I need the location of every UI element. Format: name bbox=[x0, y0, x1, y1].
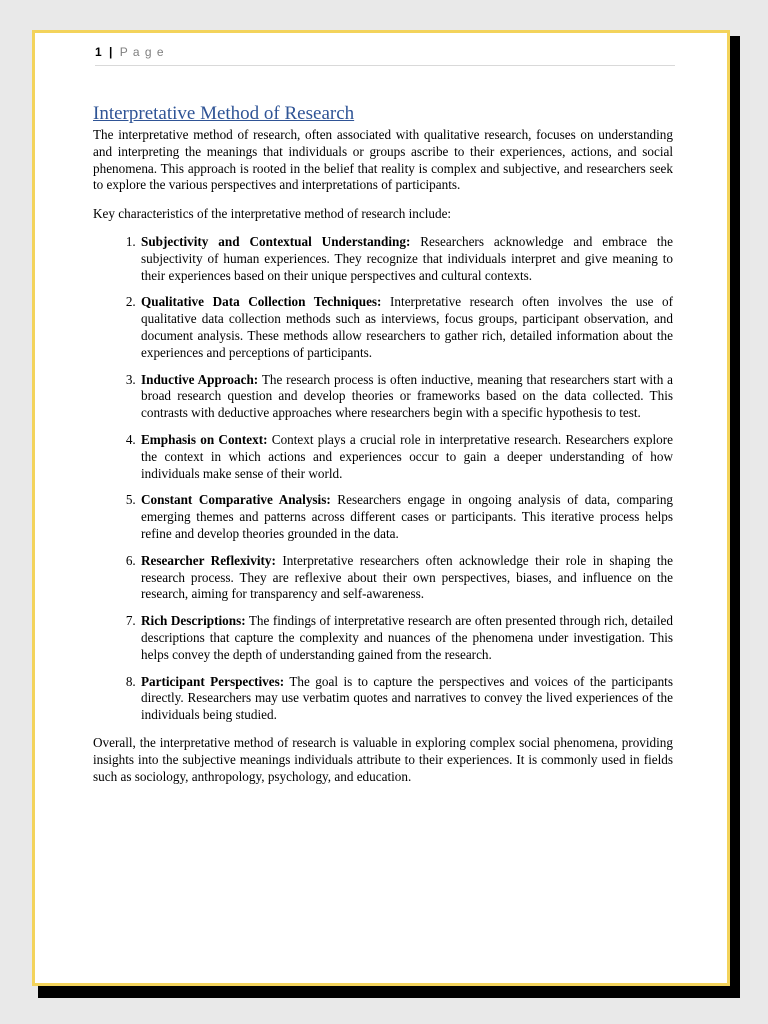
list-item bbox=[139, 432, 673, 482]
list-item-text: Researchers acknowledge and embrace the subjectivity of human experiences. They recognize that individuals interpret and give meaning to their experiences based on their unique perspectives and cultural contexts. bbox=[141, 233, 673, 283]
list-intro: Key characteristics of the interpretative method of research include: bbox=[93, 206, 452, 222]
list-item-term: Rich Descriptions: bbox=[141, 613, 246, 629]
list-item-text: The research process is often inductive, meaning that researchers start with a broad research question and develop theories or frameworks based on the data collected. This contrasts with deductive approaches where researchers begin with a specific hypothesis to test. bbox=[141, 371, 673, 421]
list-item-text: Interpretative researchers often acknowledge their role in shaping the research process. They are reflexive about their own perspectives, biases, and influence on the research, aiming for transparency and self-awareness. bbox=[141, 552, 673, 602]
list-item bbox=[139, 553, 673, 603]
page-label: P a g e bbox=[119, 45, 165, 59]
list-item-text: Context plays a crucial role in interpretative research. Researchers explore the context in which actions and experiences occur to gain a deeper understanding of how individuals make sense of their world. bbox=[141, 431, 674, 481]
list-item-text: Interpretative research often involves the use of qualitative data collection methods such as interviews, focus groups, participant observation, and document analysis. These methods allow researchers to gather rich, detailed information about the experiences and perceptions of participants. bbox=[141, 294, 674, 360]
list-item-text: Researchers engage in ongoing analysis of data, comparing emerging themes and patterns across different cases or participants. This iterative process helps refine and develop theories grounded in the data. bbox=[141, 492, 674, 541]
list-item bbox=[139, 492, 673, 542]
list-item-term: Constant Comparative Analysis: bbox=[141, 492, 331, 508]
list-item-text: The findings of interpretative research are often presented through rich, detailed descriptions that capture the complexity and nuances of the phenomena under investigation. This helps convey the depth of understanding gained from the research. bbox=[141, 613, 673, 662]
page-header-separator: | bbox=[109, 45, 114, 59]
document-title: Interpretative Method of Research bbox=[93, 103, 355, 124]
list-item bbox=[139, 234, 673, 284]
list-item-term: Researcher Reflexivity: bbox=[141, 552, 276, 568]
list-item bbox=[139, 294, 673, 361]
page-header bbox=[95, 45, 675, 66]
document-body bbox=[93, 103, 673, 785]
list-item-term: Inductive Approach: bbox=[141, 371, 259, 387]
page-number: 1 bbox=[95, 45, 103, 59]
list-item bbox=[139, 613, 673, 663]
list-item-term: Qualitative Data Collection Techniques: bbox=[141, 294, 382, 310]
list-item-term: Subjectivity and Contextual Understanding: bbox=[141, 233, 411, 249]
characteristics-list bbox=[93, 234, 673, 724]
intro-paragraph: The interpretative method of research, often associated with qualitative research, focuses on understanding and interpreting the meanings that individuals or groups ascribe to their experiences, actions, and social phenomena. This approach is rooted in the belief that reality is complex and subjective, and researchers seek to explore the various perspectives and interpretations of participants. bbox=[93, 127, 673, 193]
list-item bbox=[139, 674, 673, 724]
list-item-text: The goal is to capture the perspectives and voices of the participants directly. Researchers may use verbatim quotes and narratives to convey the lived experiences of the individuals being studied. bbox=[141, 673, 673, 723]
list-item-term: Participant Perspectives: bbox=[141, 673, 285, 689]
closing-paragraph: Overall, the interpretative method of research is valuable in exploring complex social phenomena, providing insights into the subjective meanings individuals attribute to their experiences. It is commonly used in fields such as sociology, anthropology, psychology, and education. bbox=[93, 734, 673, 784]
list-item bbox=[139, 372, 673, 422]
list-item-term: Emphasis on Context: bbox=[141, 431, 268, 447]
document-page bbox=[32, 30, 730, 986]
